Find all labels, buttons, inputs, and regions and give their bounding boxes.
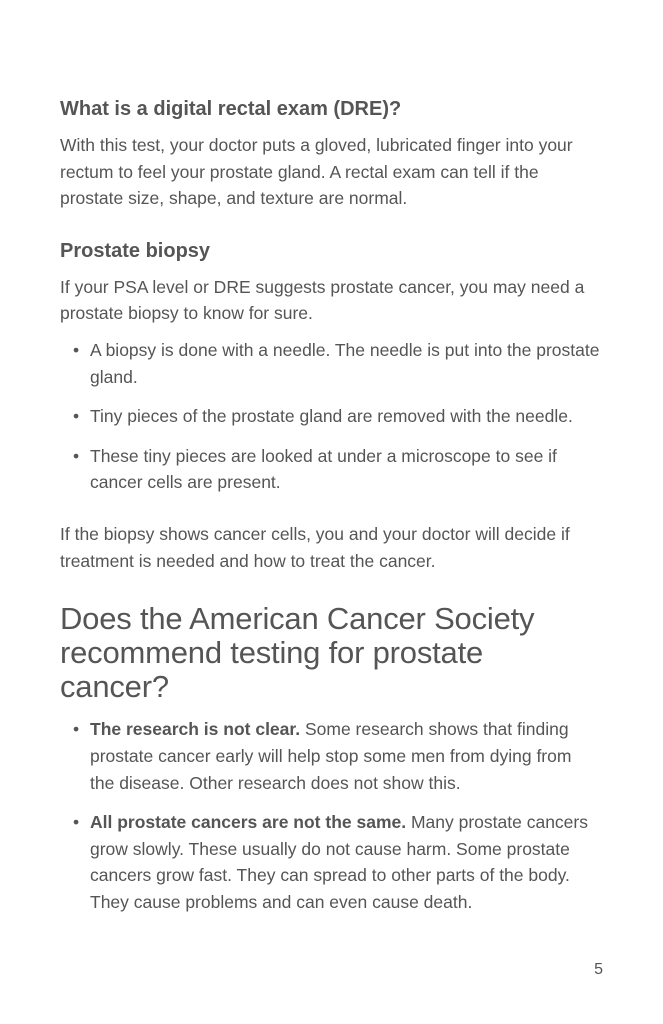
biopsy-intro: If your PSA level or DRE suggests prostate cancer, you may need a prostate biopsy to know for sure. <box>60 276 585 324</box>
bullet-marker: • <box>73 445 80 466</box>
list-item-text: These tiny pieces are looked at under a microscope to see if cancer cells are present. <box>90 445 557 493</box>
biopsy-heading: Prostate biopsy <box>60 239 211 262</box>
list-item <box>60 337 600 390</box>
biopsy-bullet-list <box>60 337 600 496</box>
bullet-marker: • <box>73 339 80 360</box>
page-content <box>60 96 600 929</box>
bullet-marker: • <box>73 719 80 740</box>
dre-heading: What is a digital rectal exam (DRE)? <box>60 98 402 120</box>
acs-heading: Does the American Cancer Society recommend testing for prostate cancer? <box>60 601 535 705</box>
page-number: 5 <box>594 961 603 978</box>
acs-section <box>60 602 600 915</box>
list-item <box>60 443 600 496</box>
list-item <box>60 809 600 915</box>
list-item-text: Tiny pieces of the prostate gland are removed with the needle. <box>90 406 573 427</box>
bullet-marker: • <box>73 406 80 427</box>
bullet-marker: • <box>73 812 80 833</box>
list-item <box>60 716 600 796</box>
dre-body: With this test, your doctor puts a gloved, lubricated finger into your rectum to feel your prostate gland. A rectal exam can tell if the prostate size, shape, and texture are normal. <box>60 135 573 209</box>
acs-bullet-list <box>60 716 600 915</box>
list-item <box>60 403 600 430</box>
dre-section <box>60 96 600 212</box>
list-item-text: A biopsy is done with a needle. The needle is put into the prostate gland. <box>90 339 600 387</box>
list-item-text: Many prostate cancers grow slowly. These usually do not cause harm. Some prostate cancers grow fast. They can spread to other parts of the body. They cause problems and can even cause death. <box>90 812 588 912</box>
list-item-lead: All prostate cancers are not the same. <box>90 812 407 833</box>
list-item-lead: The research is not clear. <box>90 719 301 740</box>
biopsy-section <box>60 238 600 574</box>
biopsy-outro: If the biopsy shows cancer cells, you and your doctor will decide if treatment is needed and how to treat the cancer. <box>60 523 570 571</box>
list-item-text: Some research shows that finding prostate cancer early will help stop some men from dying from the disease. Other research does not show this. <box>90 719 572 793</box>
